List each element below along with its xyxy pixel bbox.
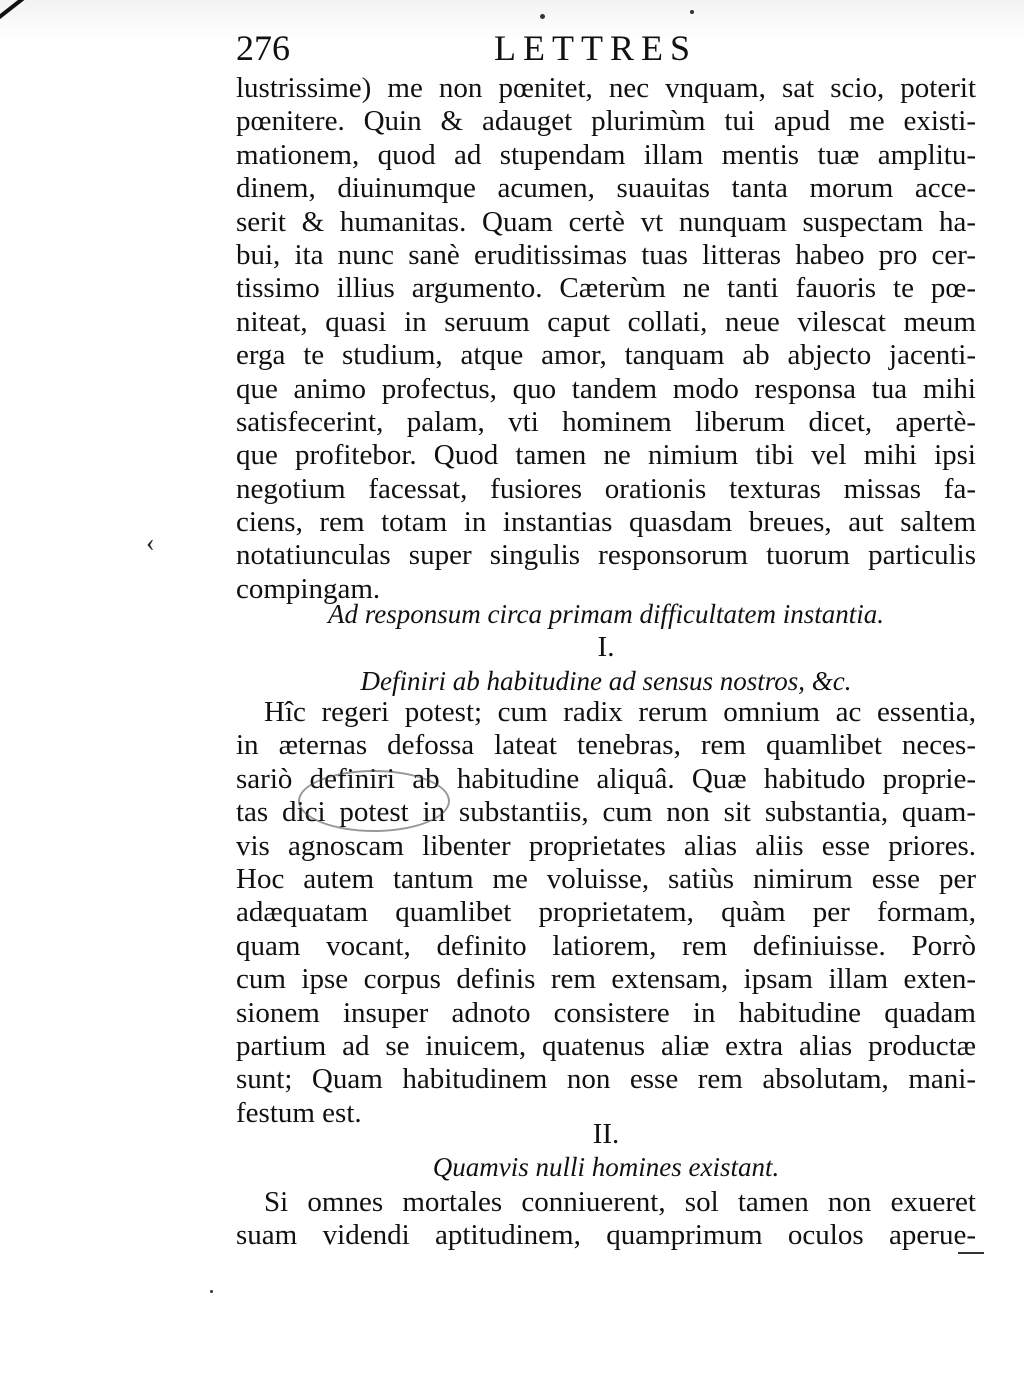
ink-speck: [210, 1290, 213, 1293]
text-line: festum est.: [236, 1096, 362, 1129]
text-line: dinem, diuinumque acumen, suauitas tanta morum acce-: [236, 172, 976, 205]
text-line: Si omnes mortales conniuerent, sol tamen non exueret: [264, 1186, 976, 1218]
text-line: lustrissime) me non pœnitet, nec vnquam, sat scio, poterit: [236, 72, 976, 104]
text-line: pœnitere. Quin & adauget plurimùm tui apud me existi-: [236, 105, 976, 138]
text-line: que profitebor. Quod tamen ne nimium tibi vel mihi ipsi: [236, 439, 976, 472]
text-line: notatiunculas super singulis responsorum tuorum particulis: [236, 539, 976, 572]
section-2-heading-block: [236, 1118, 976, 1185]
text-line: in æternas defossa lateat tenebras, rem quamlibet neces-: [236, 729, 976, 762]
section-number-2: II.: [592, 1118, 620, 1150]
margin-mark: ‹: [146, 528, 155, 557]
page-header: [236, 28, 976, 74]
section-heading-block: [236, 598, 976, 698]
text-line: satisfecerint, palam, vti hominem liberum dicet, apertè-: [236, 405, 976, 438]
text-line: ciens, rem totam in instantias quasdam breues, aut saltem: [236, 506, 976, 539]
text-line: sionem insuper adnoto consistere in habitudine quadam: [236, 996, 976, 1029]
section-heading: Ad responsum circa primam difficultatem instantia.: [328, 599, 884, 629]
text-line: bui, ita nunc sanè eruditissimas tuas litteras habeo pro cer-: [236, 238, 976, 271]
running-title: LETTRES: [494, 28, 697, 68]
text-line: tas dici potest in substantiis, cum non sit substantia, quam-: [236, 796, 976, 829]
paragraph-opening: [236, 72, 976, 606]
section-1-body: [236, 696, 976, 1130]
text-line: mationem, quod ad stupendam illam mentis tuæ amplitu-: [236, 138, 976, 171]
section-number-1: I.: [597, 631, 615, 664]
ink-speck: [690, 10, 694, 14]
text-line: tissimo illius argumento. Cæterùm ne tanti fauoris te pœ-: [236, 272, 976, 305]
text-line: suam videndi aptitudinem, quamprimum oculos aperue-: [236, 1219, 976, 1252]
section-lemma-2: Quamvis nulli homines existant.: [432, 1152, 780, 1183]
page-number: 276: [236, 28, 290, 68]
text-line: sunt; Quam habitudinem non esse rem absolutam, mani-: [236, 1063, 976, 1096]
text-line: negotium facessat, fusiores orationis texturas missas fa-: [236, 472, 976, 505]
section-2-body: [236, 1186, 976, 1253]
section-lemma-1: Definiri ab habitudine ad sensus nostros, &c.: [360, 665, 852, 696]
text-line: Hîc regeri potest; cum radix rerum omnium ac essentia,: [264, 696, 976, 728]
text-line: partium ad se inuicem, quatenus aliæ extra alias productæ: [236, 1029, 976, 1062]
text-line: sariò definiri ab habitudine aliquâ. Quæ habitudo proprie-: [236, 762, 976, 795]
text-line: adæquatam quamlibet proprietatem, quàm per formam,: [236, 896, 976, 929]
text-line: Hoc autem tantum me voluisse, satiùs nimirum esse per: [236, 862, 976, 895]
text-line: cum ipse corpus definis rem extensam, ipsam illam exten-: [236, 963, 976, 996]
text-line: compingam.: [236, 572, 381, 605]
ink-speck: [540, 14, 545, 19]
text-line: que animo profectus, quo tandem modo responsa tua mihi: [236, 372, 976, 405]
text-line: vis agnoscam libenter proprietates alias aliis esse priores.: [236, 829, 976, 862]
text-line: quam vocant, definito latiorem, rem definiuisse. Porrò: [236, 929, 976, 962]
catchword-dash: [958, 1252, 984, 1254]
text-line: serit & humanitas. Quam certè vt nunquam suspectam ha-: [236, 205, 976, 238]
library-stamp: [298, 770, 450, 832]
text-line: niteat, quasi in seruum caput collati, neue vilescat meum: [236, 305, 976, 338]
text-line: erga te studium, atque amor, tanquam ab abjecto jacenti-: [236, 339, 976, 372]
